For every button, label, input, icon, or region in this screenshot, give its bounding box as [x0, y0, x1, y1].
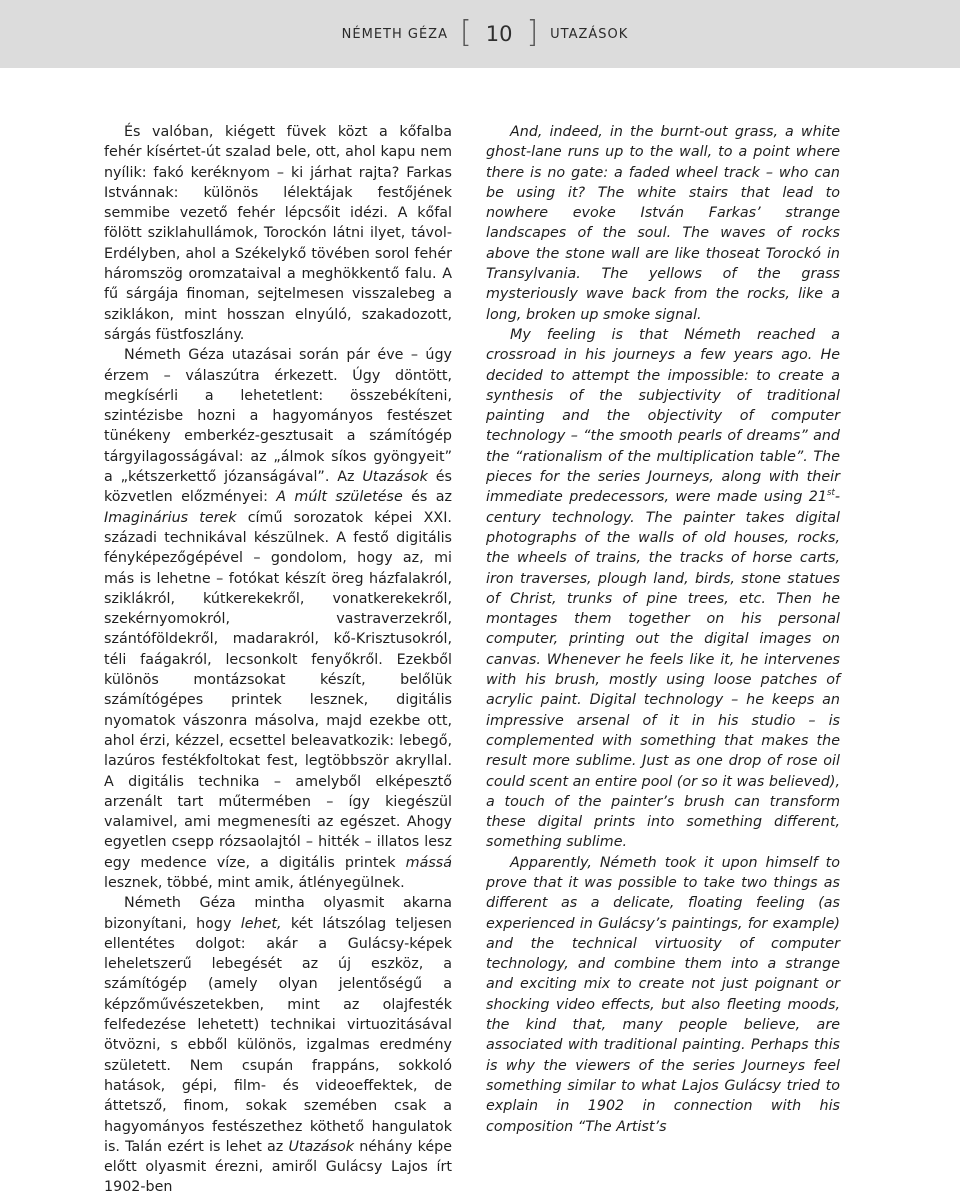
header-author: NÉMETH GÉZA: [341, 26, 448, 42]
hungarian-paragraph-3-text-3: néhány képe előtt olyasmit érezni, amiről Gulácsy Lajos írt 1902-ben: [104, 1138, 453, 1196]
english-text-column: [486, 122, 840, 1137]
hungarian-paragraph-2-text-5: lesznek, többé, mint amik, átlényegülnek.: [104, 874, 405, 891]
hungarian-paragraph-2-text-4: című sorozatok képei XXI. századi technikával készülnek. A festő digitális fényképezőgépével – gondolom, hogy az, mi más is lehetne – fotókat készít öreg házfalakról, sziklákról, kútkerekekről, vonatkerekekről, szekérnyomokról, vastraverzekről, szántóföldekről, madarakról, kő-Krisztusokról, téli faágakról, lecsonkolt fenyőkről. Ezekből különös montázsokat készít, belőlük számítógépes printek lesznek, digitális nyomatok vászonra másolva, majd ezekbe ott, ahol érzi, kézzel, ecsettel beleavatkozik: lebegő, lazúros festékfoltokat fest, legtöbbször akryllal. A digitális technika – amelyből elképesztő arzenált tart műtermében – így kiegészül valamivel, ami megmenesíti az egészet. Ahogy egyetlen csepp rózsaolajtól – hitték – illatos lesz egy medence víze, a digitális printek: [104, 509, 452, 871]
english-paragraph-1: [486, 122, 840, 325]
english-paragraph-1-text: And, indeed, in the burnt-out grass, a white ghost-lane runs up to the wall, to a point where there is no gate: a faded wheel track – who can be using it? The white stairs that lead to nowhere evoke István Farkas’ strange landscapes of the soul. The waves of rocks above the stone wall are like thoseat Torockó in Transylvania. The yellows of the grass mysteriously wave back from the rocks, like a long, broken up smoke signal.: [486, 124, 840, 323]
mult-szuletese-title: A múlt születése: [276, 489, 403, 506]
lehet-emphasis: lehet,: [240, 915, 282, 932]
ordinal-superscript: st: [826, 488, 835, 499]
hungarian-paragraph-2-text-1: Németh Géza utazásai során pár éve – úgy érzem – válaszútra érkezett. Úgy döntött, megkísérli a lehetetlent: összebékíteni, szintézisbe hozni a hagyományos festészet tünékeny emberkéz-gesztusait a számítógép tárgyilagosságával: az „álmok síkos gyöngyeit” a „kétszerkettő józanságával”. Az: [104, 347, 452, 486]
hungarian-paragraph-2: [104, 345, 452, 893]
right-bracket: ]: [526, 15, 539, 50]
left-bracket: [: [459, 15, 472, 50]
hungarian-paragraph-2-text-2: és közvetlen előzményei:: [104, 469, 452, 506]
page-number: 10: [485, 22, 513, 46]
utazasok-title-2: Utazások: [288, 1138, 355, 1155]
hungarian-paragraph-1: [104, 122, 452, 345]
massa-emphasis: mássá: [405, 854, 452, 871]
english-paragraph-2: [486, 325, 840, 853]
running-header: [341, 15, 629, 50]
english-paragraph-3: [486, 853, 840, 1137]
english-paragraph-3-text: Apparently, Németh took it upon himself to prove that it was possible to take two things as different as a delicate, floating feeling (as experienced in Gulácsy’s paintings, for example) and the technical virtuosity of computer technology, and combine them into a strange and exciting mix to create not just poignant or shocking video effects, but also fleeting moods, the kind that, many people believe, are associated with traditional painting. Perhaps this is why the viewers of the series Journeys feel something similar to what Lajos Gulácsy tried to explain in 1902 in connection with his composition “The Artist’s: [486, 854, 840, 1135]
hungarian-paragraph-1-text: És valóban, kiégett füvek közt a kőfalba fehér kísértet-út szalad bele, ott, ahol kapu nem nyílik: fakó keréknyom – ki járhat rajta? Farkas Istvánnak: különös lélektájak festőjének semmibe vezető fehér lépcsőit idézi. A kőfal fölött sziklahullámok, Torockón látni ilyet, távol-Erdélyben, ahol a Székelykő tövében sorol fehér háromszög oromzataival a meghökkentő falu. A fű sárgája finoman, sejtelmesen visszalebeg a sziklákon, mint hosszan elnyúló, szakadozott, sárgás füstfoszlány.: [104, 124, 452, 343]
hungarian-paragraph-3-text-1: Németh Géza mintha olyasmit akarna bizonyítani, hogy: [104, 895, 452, 932]
utazasok-title: Utazások: [362, 469, 428, 486]
english-paragraph-2-text-2: -century technology. The painter takes digital photographs of the walls of old houses, rocks, the wheels of trains, the tracks of horse carts, iron traverses, plough land, birds, stone statues of Christ, trunks of pine trees, etc. Then he montages them together on his personal computer, printing out the digital images on canvas. Whenever he feels like it, he intervenes with his brush, mostly using loose patches of acrylic paint. Digital technology – he keeps an impressive arsenal of it in his studio – is complemented with something that makes the result more sublime. Just as one drop of rose oil could scent an entire pool (or so it was believed), a touch of the painter’s brush can transform these digital prints into something different, something sublime.: [486, 489, 840, 851]
page-header: [0, 0, 960, 68]
hungarian-paragraph-3-text-2: két látszólag teljesen ellentétes dolgot: akár a Gulácsy-képek leheletszerű lebegését az új eszköz, a számítógép (amely olyan jelentőségű a képzőművészetekben, mint az olajfesték felfedezése lehetett) technikai virtuozitásával ötvözni, s ebből különös, izgalmas eredmény született. Nem csupán frappáns, sokkoló hatások, gépi, film- és videoeffektek, de áttetsző, finom, sokak szemében csak a hagyományos festészethez köthető hangulatok is. Talán ezért is lehet az: [104, 915, 452, 1155]
hungarian-paragraph-2-text-3: és az: [402, 489, 452, 506]
imaginarius-terek-title: Imaginárius terek: [104, 509, 237, 526]
english-paragraph-2-text-1: My feeling is that Németh reached a crossroad in his journeys a few years ago. He decided to attempt the impossible: to create a synthesis of the subjectivity of traditional painting and the objectivity of computer technology – “the smooth pearls of dreams” and the “rationalism of the multiplication table”. The pieces for the series Journeys, along with their immediate predecessors, were made using 21: [486, 326, 840, 506]
section-title: UTAZÁSOK: [550, 26, 629, 42]
hungarian-text-column: [104, 122, 452, 1198]
